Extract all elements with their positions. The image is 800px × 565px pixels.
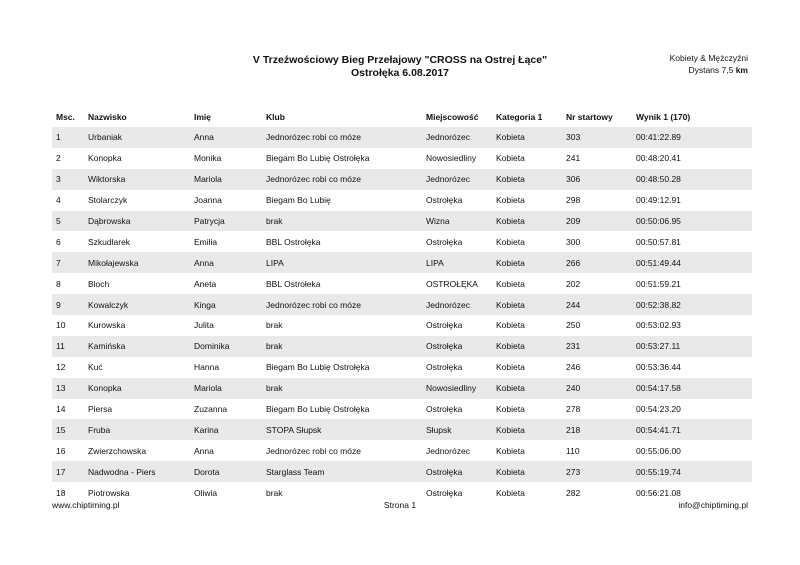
cell-result-time: 00:56:21.08: [636, 487, 681, 498]
cell-place: 7: [52, 252, 84, 273]
cell-club: Jednorózec robi co móze: [262, 169, 422, 190]
cell-last-name: Stolarczyk: [88, 195, 128, 206]
cell-place: 3: [52, 169, 84, 190]
cell-club: brak: [262, 378, 422, 399]
race-distance: [670, 64, 748, 76]
cell-club: brak: [262, 336, 422, 357]
cell-first-name: Mariola: [190, 169, 262, 190]
cell-city: Ostrołęka: [422, 461, 492, 482]
cell-club: brak: [262, 211, 422, 232]
cell-bib-number: 273: [562, 461, 632, 482]
cell-club: brak: [266, 487, 283, 498]
cell-city: OSTROŁĘKA: [426, 278, 478, 289]
cell-club: STOPA Słupsk: [262, 419, 422, 440]
table-header-row: [52, 107, 752, 127]
race-category: Kobiety & Mężczyźni: [669, 53, 748, 63]
footer-page-number: Strona 1: [383, 500, 417, 510]
cell-last-name: Dąbrowska: [84, 211, 190, 232]
cell-club: brak: [266, 320, 283, 331]
cell-last-name: Piersa: [88, 404, 113, 415]
column-header: Nazwisko: [88, 112, 127, 122]
table-row: [52, 252, 752, 273]
column-header: Wynik 1 (170): [636, 112, 691, 122]
cell-first-name: Emilia: [194, 236, 218, 247]
cell-first-name: Monika: [194, 153, 222, 164]
cell-city: Jednorózec: [422, 169, 492, 190]
cell-club: Starglass Team: [262, 461, 422, 482]
cell-city: Ostrołęka: [426, 404, 463, 415]
cell-category: Kobieta: [496, 445, 525, 456]
cell-last-name: Bloch: [88, 278, 110, 289]
cell-club: Jednorózec robi co móze: [262, 294, 422, 315]
cell-city: Jednorózec: [426, 445, 470, 456]
cell-bib-number: 218: [562, 419, 632, 440]
table-row: [52, 211, 752, 232]
cell-category: Kobieta: [492, 461, 562, 482]
cell-category: Kobieta: [496, 195, 525, 206]
table-row: [52, 169, 752, 190]
cell-place: 8: [56, 278, 61, 289]
table-row: [52, 315, 752, 336]
cell-place: 13: [52, 378, 84, 399]
cell-result-time: 00:48:20.41: [636, 153, 681, 164]
cell-place: 12: [56, 362, 66, 373]
race-info: [670, 52, 748, 76]
cell-bib-number: 110: [566, 445, 580, 456]
cell-city: Ostrołęka: [426, 320, 463, 331]
footer-email: info@chiptiming.pl: [678, 500, 748, 510]
table-row: [52, 378, 752, 399]
cell-bib-number: 246: [566, 362, 581, 373]
cell-last-name: Szkudlarek: [88, 236, 131, 247]
cell-first-name: Anna: [190, 127, 262, 148]
cell-category: Kobieta: [496, 487, 525, 498]
table-row: [52, 440, 752, 461]
cell-result-time: 00:54:41.71: [632, 419, 752, 440]
cell-place: 2: [56, 153, 61, 164]
table-row: [52, 461, 752, 482]
cell-bib-number: 298: [566, 195, 581, 206]
cell-result-time: 00:48:50.28: [632, 169, 752, 190]
cell-result-time: 00:50:06.95: [632, 211, 752, 232]
table-row: [52, 148, 752, 169]
cell-city: Jednorózec: [422, 294, 492, 315]
cell-result-time: 00:55:19.74: [632, 461, 752, 482]
cell-result-time: 00:53:36.44: [636, 362, 681, 373]
cell-result-time: 00:49:12.91: [636, 195, 681, 206]
table-body: [52, 127, 752, 503]
cell-first-name: Dorota: [190, 461, 262, 482]
cell-last-name: Kamińska: [84, 336, 190, 357]
cell-bib-number: 266: [562, 252, 632, 273]
cell-city: Wizna: [422, 211, 492, 232]
cell-result-time: 00:54:17.58: [632, 378, 752, 399]
table-row: [52, 231, 752, 252]
cell-last-name: Kowalczyk: [84, 294, 190, 315]
column-header: Klub: [266, 112, 285, 122]
cell-bib-number: 240: [562, 378, 632, 399]
cell-first-name: Kinga: [190, 294, 262, 315]
cell-first-name: Mariola: [190, 378, 262, 399]
cell-last-name: Zwierzchowska: [88, 445, 147, 456]
title-line-2: Ostrołęka 6.08.2017: [350, 67, 450, 79]
distance-label: Dystans 7,5: [688, 65, 734, 75]
cell-city: Ostrołęka: [422, 336, 492, 357]
cell-first-name: Hanna: [194, 362, 220, 373]
cell-place: 14: [56, 404, 66, 415]
cell-place: 18: [56, 487, 66, 498]
cell-place: 16: [56, 445, 66, 456]
cell-city: Jednorózec: [422, 127, 492, 148]
cell-place: 10: [56, 320, 66, 331]
cell-bib-number: 231: [562, 336, 632, 357]
table-row: [52, 294, 752, 315]
cell-first-name: Aneta: [194, 278, 217, 289]
cell-result-time: 00:53:27.11: [632, 336, 752, 357]
cell-place: 17: [52, 461, 84, 482]
table-row: [52, 419, 752, 440]
cell-place: 15: [52, 419, 84, 440]
cell-first-name: Joanna: [194, 195, 222, 206]
cell-bib-number: 241: [566, 153, 581, 164]
cell-category: Kobieta: [492, 378, 562, 399]
table-row: [52, 336, 752, 357]
cell-club: Biegam Bo Lubię Ostrołęka: [266, 153, 370, 164]
cell-place: 1: [52, 127, 84, 148]
cell-category: Kobieta: [496, 278, 525, 289]
cell-city: Słupsk: [422, 419, 492, 440]
cell-category: Kobieta: [496, 362, 525, 373]
cell-club: Biegam Bo Lubię: [266, 195, 331, 206]
cell-last-name: Kurowska: [88, 320, 126, 331]
cell-last-name: Piotrowska: [88, 487, 130, 498]
cell-category: Kobieta: [492, 419, 562, 440]
cell-last-name: Nadwodna - Piers: [84, 461, 190, 482]
cell-place: 5: [52, 211, 84, 232]
cell-category: Kobieta: [496, 236, 525, 247]
cell-city: Ostrołęka: [426, 487, 463, 498]
results-table: [52, 107, 752, 503]
cell-city: Nowosiedliny: [426, 153, 477, 164]
cell-city: Nowosiedliny: [422, 378, 492, 399]
cell-category: Kobieta: [492, 127, 562, 148]
cell-city: LIPA: [422, 252, 492, 273]
table-row: [52, 190, 752, 211]
cell-category: Kobieta: [492, 169, 562, 190]
cell-first-name: Julita: [194, 320, 214, 331]
cell-bib-number: 278: [566, 404, 581, 415]
cell-club: Biegam Bo Lubię Ostrołęka: [266, 404, 370, 415]
cell-category: Kobieta: [492, 252, 562, 273]
table-row: [52, 357, 752, 378]
cell-last-name: Kuć: [88, 362, 103, 373]
cell-city: Ostrołęka: [426, 236, 463, 247]
cell-first-name: Anna: [194, 445, 214, 456]
distance-unit: km: [735, 65, 748, 75]
column-header: Miejscowość: [426, 112, 479, 122]
table-row: [52, 273, 752, 294]
cell-last-name: Wiktorska: [84, 169, 190, 190]
cell-club: Jednorózec robi co móze: [262, 127, 422, 148]
cell-result-time: 00:51:49.44: [632, 252, 752, 273]
cell-category: Kobieta: [496, 153, 525, 164]
cell-result-time: 00:50:57.81: [636, 236, 681, 247]
cell-category: Kobieta: [492, 211, 562, 232]
cell-bib-number: 202: [566, 278, 581, 289]
cell-bib-number: 282: [566, 487, 581, 498]
cell-bib-number: 244: [562, 294, 632, 315]
cell-last-name: Urbaniak: [84, 127, 190, 148]
cell-first-name: Oliwia: [194, 487, 218, 498]
cell-place: 9: [52, 294, 84, 315]
cell-result-time: 00:55:06.00: [636, 445, 681, 456]
cell-city: Ostrołęka: [426, 195, 463, 206]
table-row: [52, 127, 752, 148]
cell-first-name: Anna: [190, 252, 262, 273]
cell-last-name: Fruba: [84, 419, 190, 440]
cell-bib-number: 300: [566, 236, 581, 247]
cell-club: Biegam Bo Lubię Ostrołęka: [266, 362, 370, 373]
cell-bib-number: 209: [562, 211, 632, 232]
cell-category: Kobieta: [492, 336, 562, 357]
cell-first-name: Patrycja: [190, 211, 262, 232]
cell-result-time: 00:53:02.93: [636, 320, 681, 331]
cell-club: LIPA: [262, 252, 422, 273]
column-header: Msc.: [56, 112, 75, 122]
cell-club: BBL Ostrołęka: [266, 236, 321, 247]
cell-last-name: Mikołajewska: [84, 252, 190, 273]
cell-first-name: Karina: [190, 419, 262, 440]
cell-result-time: 00:41:22.89: [632, 127, 752, 148]
cell-bib-number: 306: [562, 169, 632, 190]
column-header: Kategoria 1: [496, 112, 543, 122]
table-row: [52, 399, 752, 420]
cell-first-name: Dominika: [190, 336, 262, 357]
cell-club: Jednorózec robi co móze: [266, 445, 361, 456]
cell-category: Kobieta: [496, 320, 525, 331]
cell-result-time: 00:54:23.20: [636, 404, 681, 415]
cell-place: 4: [56, 195, 61, 206]
column-header: Nr startowy: [566, 112, 613, 122]
cell-category: Kobieta: [496, 404, 525, 415]
cell-first-name: Zuzanna: [194, 404, 228, 415]
cell-bib-number: 303: [562, 127, 632, 148]
title-line-1: V Trzeźwościowy Bieg Przełajowy "CROSS na Ostrej Łące": [252, 54, 548, 66]
column-header: Imię: [194, 112, 212, 122]
cell-place: 6: [56, 236, 61, 247]
cell-category: Kobieta: [492, 294, 562, 315]
cell-result-time: 00:51:59.21: [636, 278, 681, 289]
cell-city: Ostrołęka: [426, 362, 463, 373]
cell-last-name: Konopka: [84, 378, 190, 399]
cell-place: 11: [52, 336, 84, 357]
cell-bib-number: 250: [566, 320, 581, 331]
footer-website: www.chiptiming.pl: [52, 500, 120, 510]
cell-last-name: Konopka: [88, 153, 122, 164]
cell-club: BBL Ostrołeka: [266, 278, 321, 289]
cell-result-time: 00:52:38.82: [632, 294, 752, 315]
